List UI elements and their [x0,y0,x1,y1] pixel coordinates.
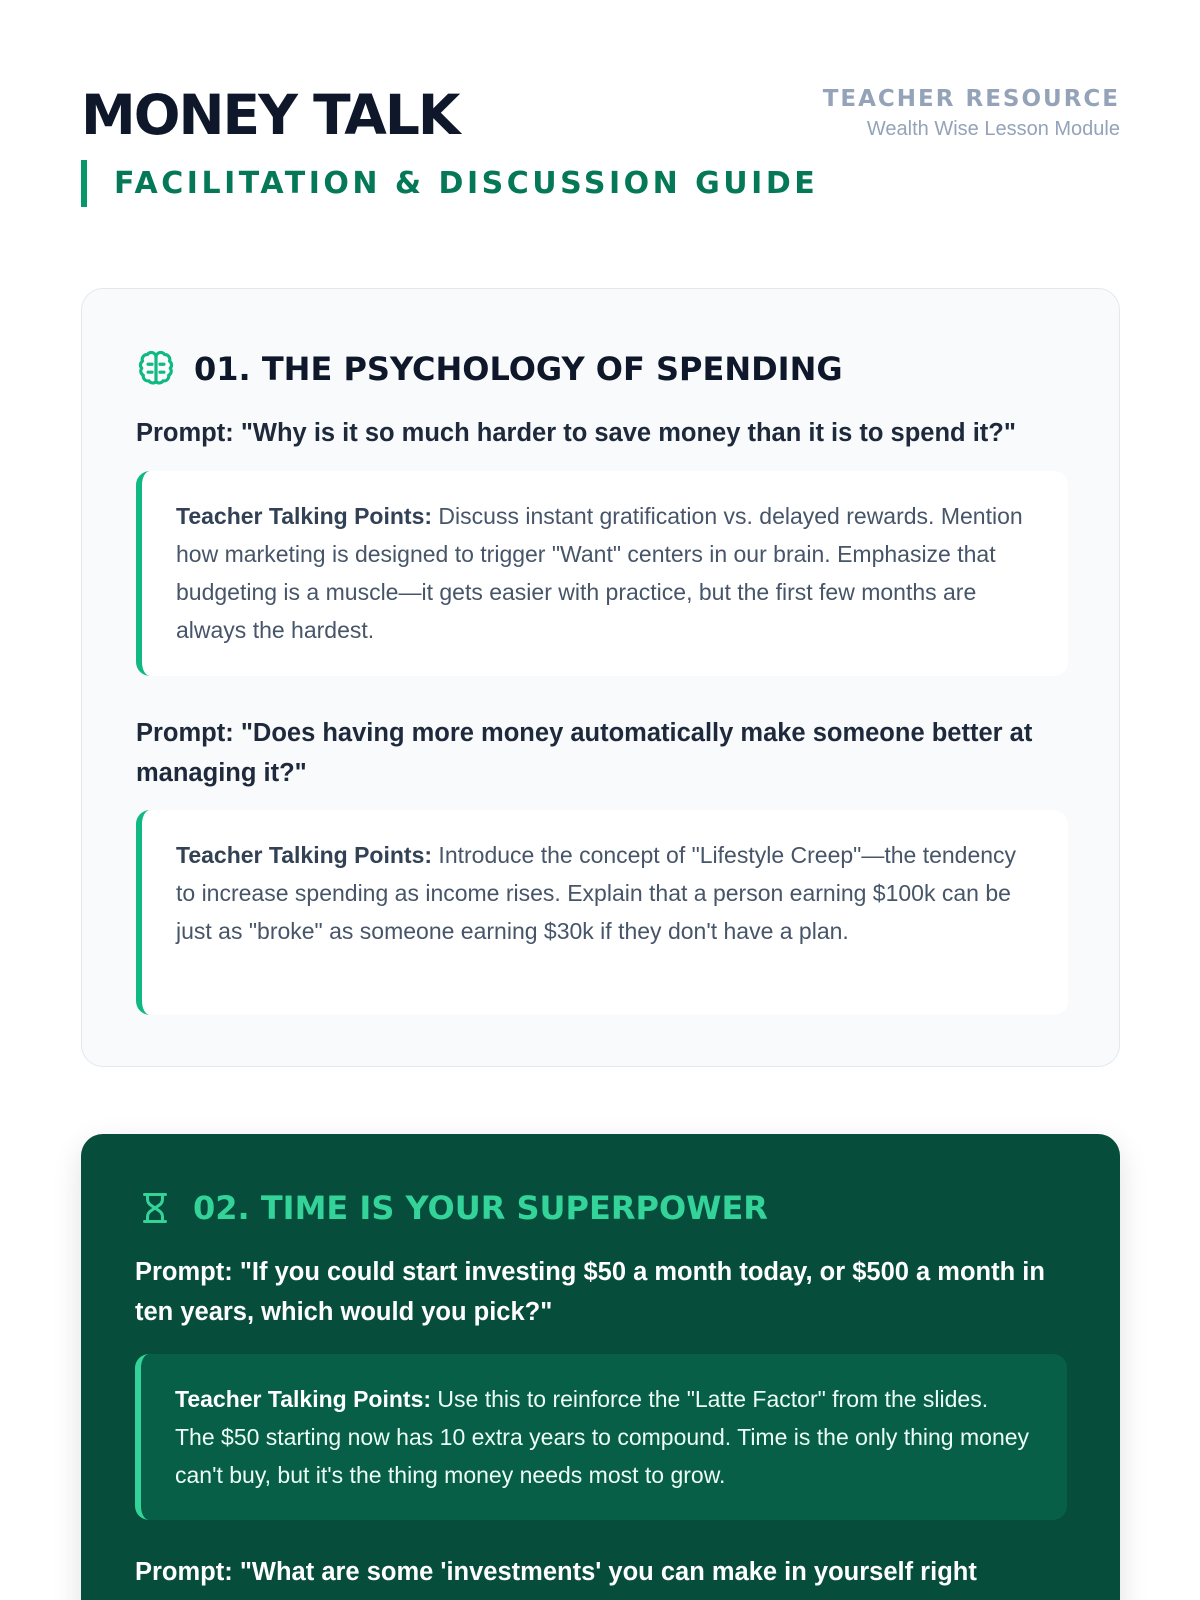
resource-module-name: Wealth Wise Lesson Module [866,118,1120,140]
brain-icon [136,349,176,389]
talking-points [135,1354,1067,1520]
section-title: 01. THE PSYCHOLOGY OF SPENDING [194,350,843,388]
section-heading [136,349,843,389]
section-card-time [81,1134,1120,1600]
talking-points [136,471,1068,676]
discussion-prompt: Prompt: "Why is it so much harder to save money than it is to spend it?" [136,419,1016,447]
discussion-prompt: Prompt: "Does having more money automatically make someone better at managing it?" [136,719,1033,787]
page-title: MONEY TALK [81,83,459,147]
talking-points [136,810,1068,1015]
page-header [81,80,1120,220]
talking-points-text: Introduce the concept of "Lifestyle Creep"—the tendency to increase spending as income rises. Explain that a person earning $100k can be just as "broke" as someone earning $30k if they don't have a plan. [176,842,1017,944]
talking-points-label: Teacher Talking Points: [176,503,433,529]
resource-label: TEACHER RESOURCE [822,86,1120,112]
section-title: 02. TIME IS YOUR SUPERPOWER [193,1189,768,1227]
discussion-prompt: Prompt: "What are some 'investments' you can make in yourself right [135,1558,977,1586]
talking-points-text: Use this to reinforce the "Latte Factor" from the slides. The $50 starting now has 10 extra years to compound. Time is the only thing money can't buy, but it's the thing money needs most to grow. [175,1386,1030,1488]
resource-info [823,84,1120,144]
section-card-psychology [81,288,1120,1067]
discussion-prompt: Prompt: "If you could start investing $50 a month today, or $500 a month in ten years, which would you pick?" [135,1258,1045,1326]
talking-points-label: Teacher Talking Points: [176,842,433,868]
hourglass-icon [135,1188,175,1228]
subtitle-bar [81,160,818,207]
page-subtitle: FACILITATION & DISCUSSION GUIDE [114,166,819,201]
section-heading [135,1188,768,1228]
talking-points-label: Teacher Talking Points: [175,1386,432,1412]
talking-points-text: Discuss instant gratification vs. delayed rewards. Mention how marketing is designed to trigger "Want" centers in our brain. Emphasize that budgeting is a muscle—it gets easier with practice, but the first few months are always the hardest. [176,503,1023,643]
